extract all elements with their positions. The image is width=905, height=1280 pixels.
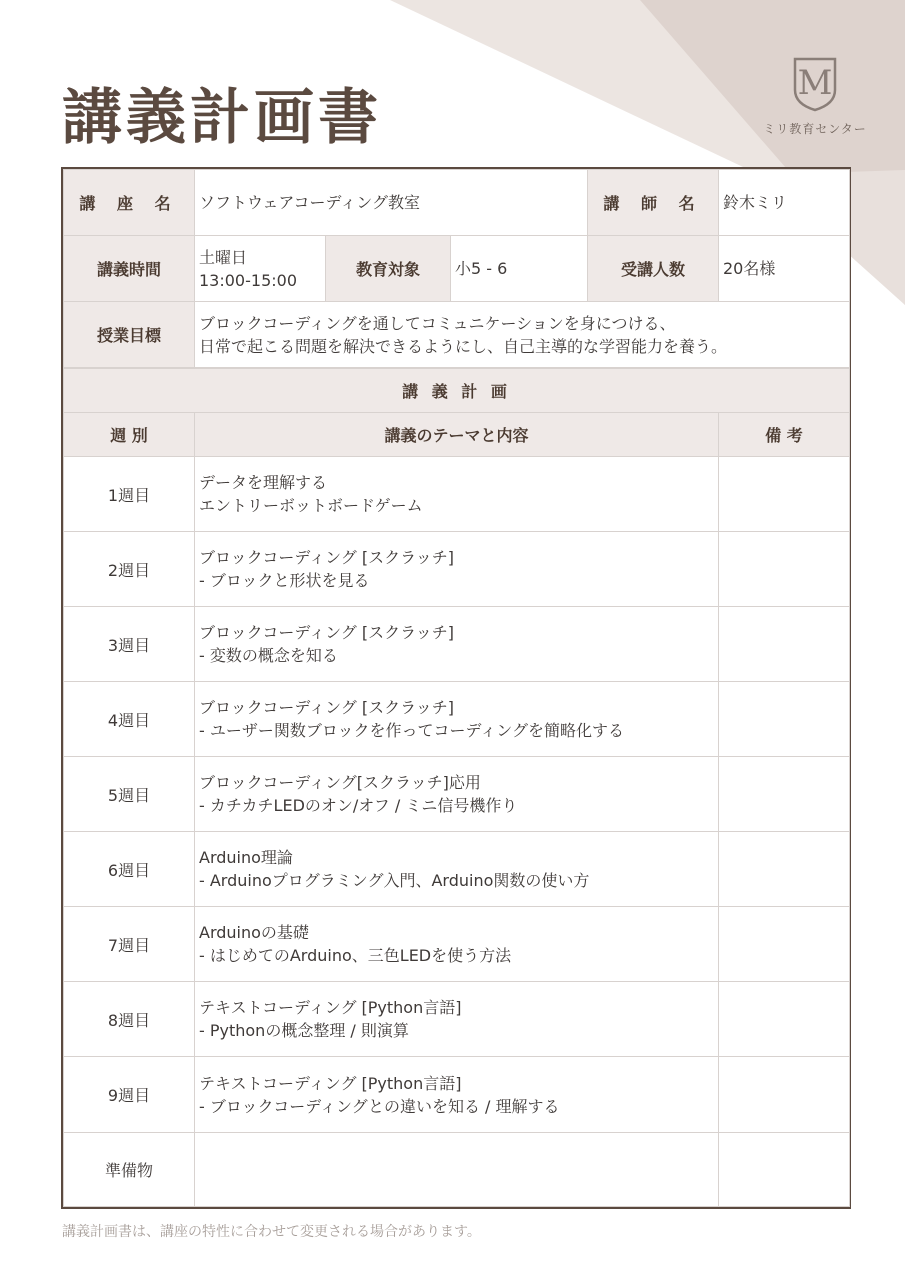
- table-row: [64, 532, 850, 607]
- info-table: [63, 169, 850, 368]
- week-cell: 2週目: [64, 532, 195, 607]
- content-line-1: テキストコーディング [Python言語]: [199, 1073, 462, 1093]
- target-label: 教育対象: [326, 236, 451, 302]
- table-row: [64, 457, 850, 532]
- page-title: 講義計画書: [62, 83, 382, 153]
- table-row: [64, 982, 850, 1057]
- content-cell: [195, 1057, 719, 1133]
- content-cell: [195, 982, 719, 1057]
- time-row: [64, 236, 850, 302]
- remarks-cell: [719, 457, 850, 532]
- target-value: 小5 - 6: [451, 236, 588, 302]
- remarks-cell: [719, 532, 850, 607]
- content-line-2: - はじめてのArduino、三色LEDを使う方法: [199, 946, 512, 965]
- week-cell: 3週目: [64, 607, 195, 682]
- week-cell: 6週目: [64, 832, 195, 907]
- goal-value: [195, 302, 850, 368]
- plan-frame: [61, 167, 851, 1209]
- col-content-header: 講義のテーマと内容: [195, 413, 719, 457]
- remarks-cell: [719, 607, 850, 682]
- remarks-cell: [719, 832, 850, 907]
- teacher-label: 講 師 名: [588, 170, 719, 236]
- goal-line-1: ブロックコーディングを通してコミュニケーションを身につける、: [199, 313, 676, 333]
- plan-table: [63, 368, 850, 1207]
- goal-label: 授業目標: [64, 302, 195, 368]
- week-cell: 4週目: [64, 682, 195, 757]
- table-row: [64, 1057, 850, 1133]
- course-row: [64, 170, 850, 236]
- supplies-label: 準備物: [64, 1133, 195, 1207]
- content-line-2: - Pythonの概念整理 / 則演算: [199, 1021, 409, 1040]
- content-line-1: ブロックコーディング [スクラッチ]: [199, 698, 455, 717]
- content-cell: [195, 457, 719, 532]
- content-cell: [195, 907, 719, 982]
- content-line-1: Arduinoの基礎: [199, 923, 309, 942]
- course-value: ソフトウェアコーディング教室: [195, 170, 588, 236]
- content-cell: [195, 757, 719, 832]
- content-cell: [195, 682, 719, 757]
- content-line-1: Arduino理論: [199, 848, 293, 867]
- remarks-cell: [719, 982, 850, 1057]
- plan-header-row: [64, 413, 850, 457]
- content-line-2: - ユーザー関数ブロックを作ってコーディングを簡略化する: [199, 721, 624, 740]
- goal-line-2: 日常で起こる問題を解決できるようにし、自己主導的な学習能力を養う。: [199, 336, 728, 356]
- content-cell: [195, 832, 719, 907]
- remarks-cell: [719, 682, 850, 757]
- logo-text: ミリ教育センター: [763, 122, 867, 136]
- content-line-2: - カチカチLEDのオン/オフ / ミニ信号機作り: [199, 796, 518, 815]
- time-day: 土曜日: [199, 247, 248, 267]
- logo-letter: M: [797, 63, 833, 103]
- remarks-cell: [719, 1057, 850, 1133]
- capacity-label: 受講人数: [588, 236, 719, 302]
- content-line-2: - ブロックと形状を見る: [199, 571, 370, 590]
- col-remarks-header: 備 考: [719, 413, 850, 457]
- week-cell: 1週目: [64, 457, 195, 532]
- time-hours: 13:00-15:00: [199, 270, 297, 290]
- col-week-header: 週 別: [64, 413, 195, 457]
- supplies-value: [195, 1133, 719, 1207]
- week-cell: 5週目: [64, 757, 195, 832]
- remarks-cell: [719, 907, 850, 982]
- supplies-remarks: [719, 1133, 850, 1207]
- plan-section-title: 講 義 計 画: [64, 369, 850, 413]
- time-value: [195, 236, 326, 302]
- week-cell: 7週目: [64, 907, 195, 982]
- table-row: [64, 907, 850, 982]
- table-row: [64, 607, 850, 682]
- remarks-cell: [719, 757, 850, 832]
- week-cell: 8週目: [64, 982, 195, 1057]
- teacher-value: 鈴木ミリ: [719, 170, 850, 236]
- week-cell: 9週目: [64, 1057, 195, 1133]
- content-cell: [195, 532, 719, 607]
- content-line-2: - Arduinoプログラミング入門、Arduino関数の使い方: [199, 871, 590, 890]
- content-line-1: ブロックコーディング [スクラッチ]: [199, 623, 455, 642]
- content-line-1: ブロックコーディング[スクラッチ]応用: [199, 773, 481, 792]
- course-label: 講 座 名: [64, 170, 195, 236]
- logo: [760, 56, 870, 137]
- footer-note: 講義計画書は、講座の特性に合わせて変更される場合があります。: [62, 1224, 481, 1240]
- content-line-2: エントリーボットボードゲーム: [199, 496, 423, 515]
- table-row: [64, 832, 850, 907]
- supplies-row: [64, 1133, 850, 1207]
- goal-row: [64, 302, 850, 368]
- content-line-2: - ブロックコーディングとの違いを知る / 理解する: [199, 1096, 560, 1116]
- table-row: [64, 682, 850, 757]
- content-line-1: ブロックコーディング [スクラッチ]: [199, 548, 455, 567]
- content-cell: [195, 607, 719, 682]
- capacity-value: 20名様: [719, 236, 850, 302]
- content-line-1: データを理解する: [199, 473, 328, 492]
- content-line-1: テキストコーディング [Python言語]: [199, 998, 462, 1017]
- time-label: 講義時間: [64, 236, 195, 302]
- plan-section-row: [64, 369, 850, 413]
- content-line-2: - 変数の概念を知る: [199, 646, 338, 665]
- logo-shield-icon: [792, 56, 838, 112]
- table-row: [64, 757, 850, 832]
